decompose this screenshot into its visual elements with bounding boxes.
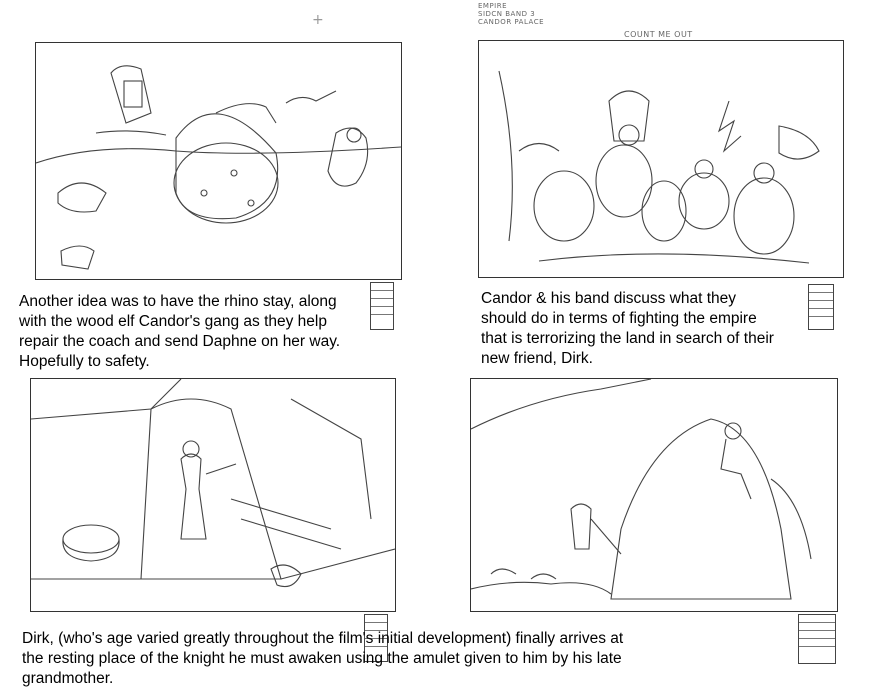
storyboard-panel-4	[470, 378, 838, 612]
sketch-rhino-coach	[36, 43, 401, 279]
caption-line: Candor & his band discuss what they	[481, 290, 737, 307]
caption-line: Hopefully to safety.	[19, 353, 150, 370]
header-note	[478, 2, 544, 26]
storyboard-panel-3	[30, 378, 396, 612]
scene-stamp-4	[798, 614, 836, 664]
header-note-line: EMPIRE	[478, 2, 508, 10]
caption-line: the resting place of the knight he must awaken using the amulet given to him by his late	[22, 650, 622, 667]
sketch-knight-rock	[471, 379, 837, 611]
panel-label-count-me-out: COUNT ME OUT	[624, 30, 693, 39]
caption-panel-2	[481, 289, 774, 369]
caption-line: that is terrorizing the land in search of their	[481, 330, 774, 347]
sketch-candor-band	[479, 41, 843, 277]
scene-stamp-1	[370, 282, 394, 330]
caption-line: new friend, Dirk.	[481, 350, 593, 367]
caption-line: with the wood elf Candor's gang as they help	[19, 313, 327, 330]
caption-panel-1	[19, 292, 340, 372]
sketch-dirk-chamber	[31, 379, 395, 611]
pencil-mark: +	[312, 12, 325, 28]
storyboard-panel-1	[35, 42, 402, 280]
header-note-line: CANDOR PALACE	[478, 18, 544, 26]
caption-panel-3-4	[22, 629, 623, 689]
caption-line: Another idea was to have the rhino stay, along	[19, 293, 337, 310]
scene-stamp-2	[808, 284, 834, 330]
caption-line: should do in terms of fighting the empire	[481, 310, 757, 327]
header-note-line: SIDCN BAND 3	[478, 10, 536, 18]
storyboard-panel-2	[478, 40, 844, 278]
caption-line: grandmother.	[22, 670, 114, 687]
caption-line: repair the coach and send Daphne on her way.	[19, 333, 341, 350]
caption-line: Dirk, (who's age varied greatly throughout the film's initial development) finally arrives at	[22, 630, 624, 647]
